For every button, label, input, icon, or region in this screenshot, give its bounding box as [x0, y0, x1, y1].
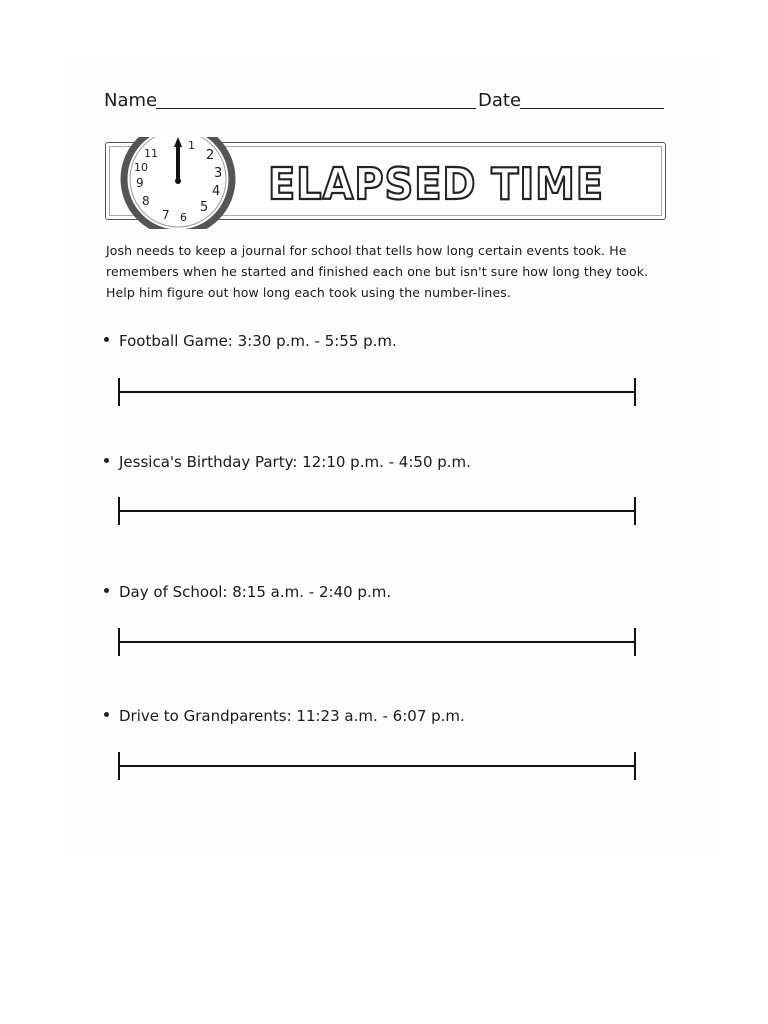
clock-number-7: 7	[162, 208, 170, 222]
instructions	[106, 240, 666, 303]
name-label: Name	[104, 90, 158, 111]
clock-number-2: 2	[206, 148, 215, 163]
clock-number-3: 3	[214, 166, 223, 181]
problem-day-of-school	[104, 583, 391, 601]
instructions-line-1: Josh needs to keep a journal for school that tells how long certain events took. He	[106, 243, 627, 258]
number-line-bar	[118, 765, 636, 767]
number-line-bar	[118, 391, 636, 393]
banner-title: ELAPSED TIME	[268, 159, 604, 207]
problem-label: Drive to Grandparents: 11:23 a.m. - 6:07 p.m.	[119, 707, 465, 725]
instructions-line-3: Help him figure out how long each took using the number-lines.	[106, 285, 511, 300]
number-line-end-tick	[634, 752, 636, 780]
clock-number-5: 5	[200, 200, 209, 215]
title-banner	[105, 139, 666, 224]
bullet-icon	[104, 588, 109, 593]
clock-number-6: 6	[180, 211, 187, 224]
number-line-bar	[118, 641, 636, 643]
date-label: Date	[478, 90, 522, 111]
number-line-birthday-party[interactable]	[118, 497, 636, 527]
clock-number-8: 8	[142, 194, 150, 208]
number-line-day-of-school[interactable]	[118, 628, 636, 658]
problem-label: Jessica's Birthday Party: 12:10 p.m. - 4:50 p.m.	[119, 453, 471, 471]
number-line-football-game[interactable]	[118, 378, 636, 408]
number-line-end-tick	[634, 628, 636, 656]
problem-label: Football Game: 3:30 p.m. - 5:55 p.m.	[119, 332, 397, 350]
clock-number-9: 9	[136, 176, 144, 190]
clock-icon	[114, 137, 242, 229]
name-field[interactable]	[156, 108, 476, 109]
name-date-row	[104, 88, 664, 114]
problem-drive-to-grandparents	[104, 707, 465, 725]
clock-number-10: 10	[134, 161, 148, 174]
number-line-end-tick	[634, 497, 636, 525]
title-wordart	[264, 157, 614, 207]
clock-number-4: 4	[212, 184, 221, 199]
problem-label: Day of School: 8:15 a.m. - 2:40 p.m.	[119, 583, 392, 601]
problem-birthday-party	[104, 453, 471, 471]
number-line-drive-to-grandparents[interactable]	[118, 752, 636, 782]
number-line-end-tick	[634, 378, 636, 406]
instructions-line-2: remembers when he started and finished each one but isn't sure how long they took.	[106, 264, 649, 279]
date-field[interactable]	[520, 108, 664, 109]
number-line-bar	[118, 510, 636, 512]
bullet-icon	[104, 458, 109, 463]
problem-football-game	[104, 332, 397, 350]
bullet-icon	[104, 337, 109, 342]
bullet-icon	[104, 712, 109, 717]
clock-number-11: 11	[144, 147, 158, 160]
clock-number-1: 1	[188, 139, 195, 152]
